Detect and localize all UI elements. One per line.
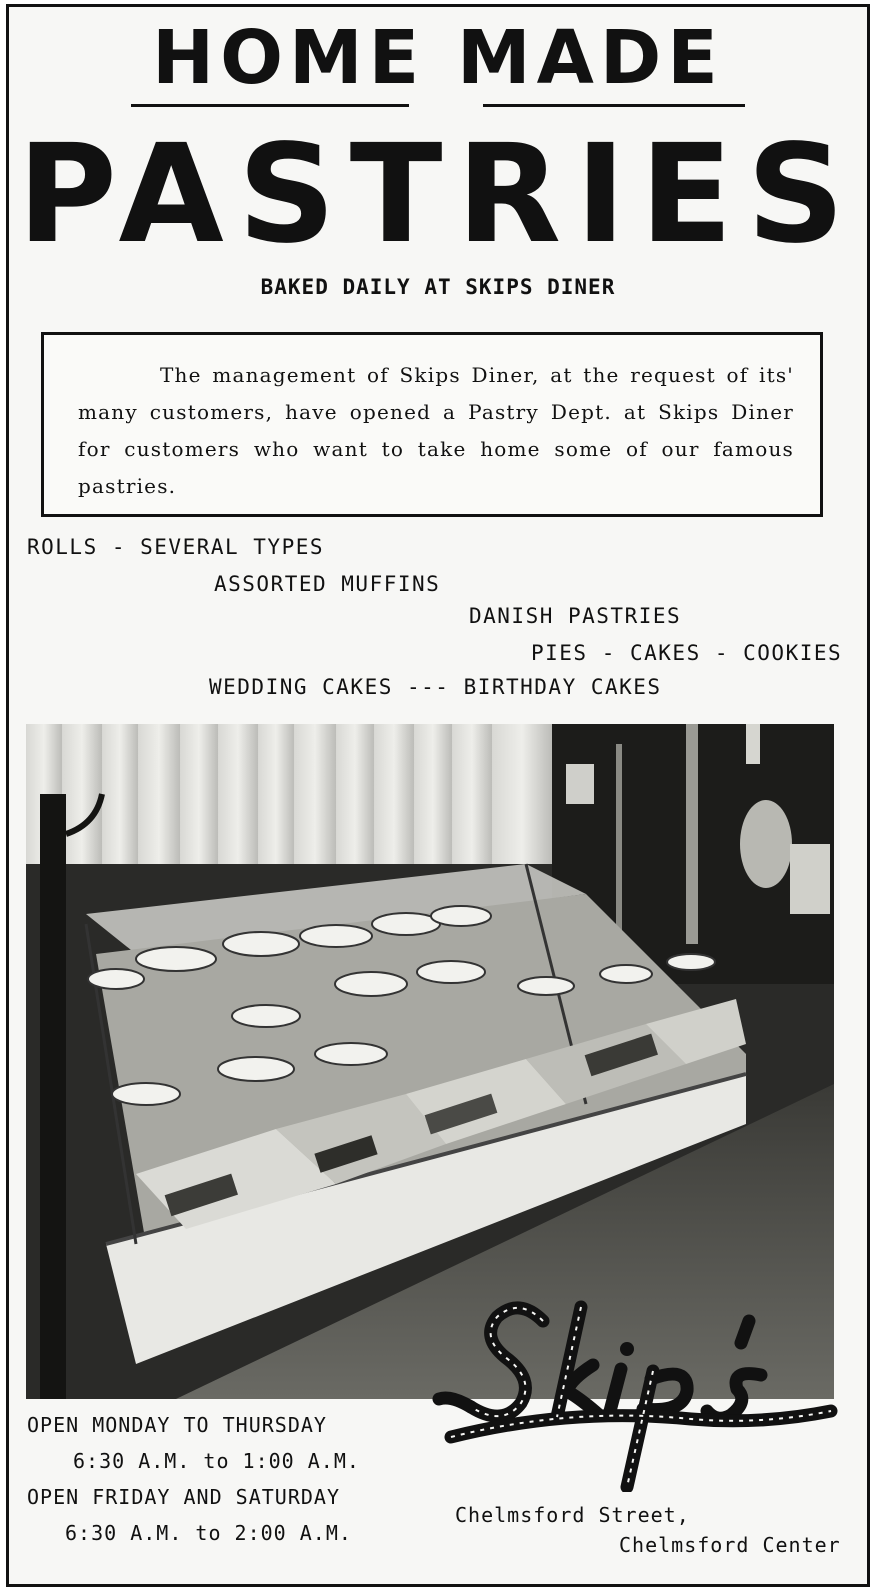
headline-underline-right	[483, 104, 745, 107]
hours-weekend-label: OPEN FRIDAY AND SATURDAY	[27, 1485, 340, 1509]
notice-box	[41, 332, 823, 517]
subhead: BAKED DAILY AT SKIPS DINER	[260, 275, 616, 299]
hours-weekday-label: OPEN MONDAY TO THURSDAY	[27, 1413, 327, 1437]
address-town: Chelmsford Center	[619, 1533, 841, 1557]
rope-script-logo-icon	[431, 1287, 851, 1492]
headline-home-made: HOME MADE	[152, 15, 724, 101]
hours-weekend-time: 6:30 A.M. to 2:00 A.M.	[65, 1521, 352, 1545]
item-danish: DANISH PASTRIES	[469, 604, 682, 628]
skips-logo	[431, 1287, 851, 1492]
address-street: Chelmsford Street,	[455, 1503, 690, 1527]
notice-text: The management of Skips Diner, at the request of its' many customers, have opened a Pastry Dept. at Skips Diner for customers who want to take home some of our famous pastries.	[78, 363, 794, 498]
headline-pastries: PASTRIES	[17, 116, 859, 274]
item-pies-cakes-cookies: PIES - CAKES - COOKIES	[531, 641, 843, 665]
item-wedding-birthday: WEDDING CAKES --- BIRTHDAY CAKES	[209, 675, 662, 699]
headline-underline-left	[131, 104, 409, 107]
item-rolls: ROLLS - SEVERAL TYPES	[27, 535, 325, 559]
curtains	[26, 724, 552, 864]
advertisement	[6, 4, 870, 1587]
item-muffins: ASSORTED MUFFINS	[214, 572, 441, 596]
hours-weekday-time: 6:30 A.M. to 1:00 A.M.	[73, 1449, 360, 1473]
